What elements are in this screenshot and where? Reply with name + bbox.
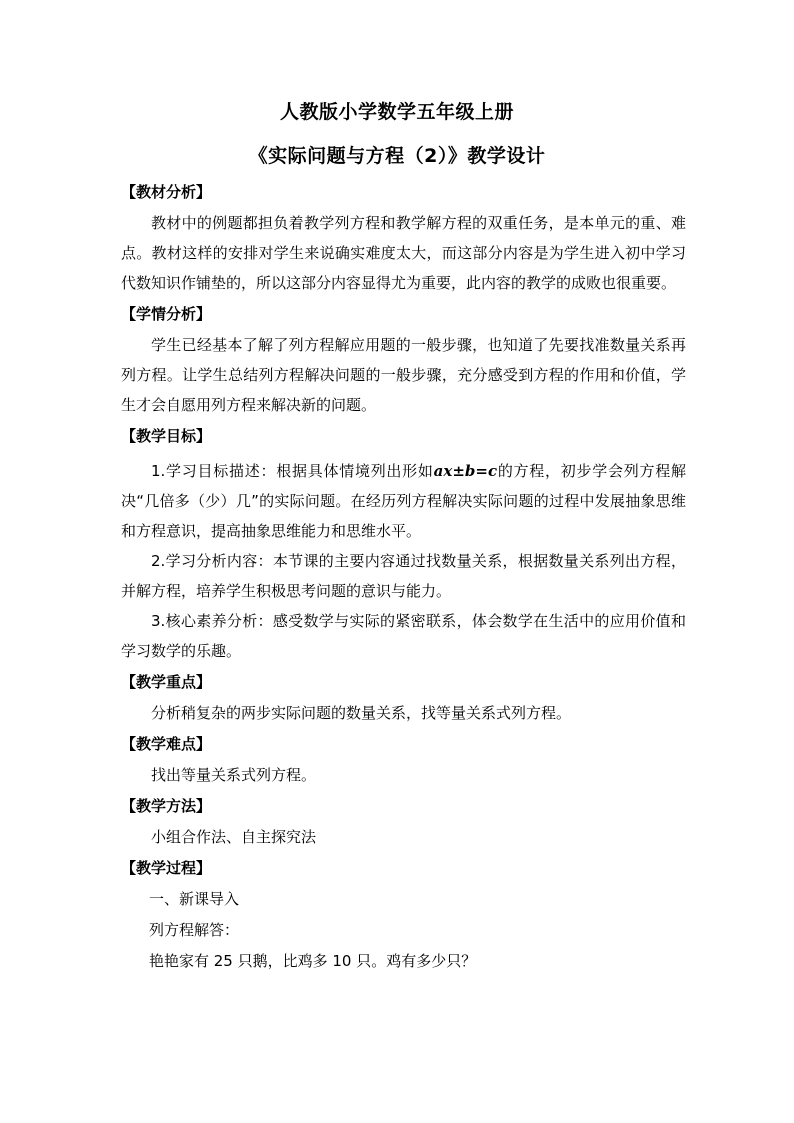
paragraph-key-points: 分析稍复杂的两步实际问题的数量关系，找等量关系式列方程。 xyxy=(151,704,572,722)
goal-item-1-after: 的方程，初步学会列方程解决“几倍多（少）几”的实际问题。在经历列方程解决实际问题的过程中发展抽象思维和方程意识，提高抽象思维能力和思维水平。 xyxy=(121,462,686,540)
heading-student-analysis: 【学情分析】 xyxy=(121,305,212,323)
goal-item-2: 2.学习分析内容：本节课的主要内容通过找数量关系，根据数量关系列出方程，并解方程，培养学生积极思考问题的意识与能力。 xyxy=(121,552,686,600)
paragraph-student-analysis: 学生已经基本了解了列方程解应用题的一般步骤，也知道了先要找准数量关系再列方程。让学生总结列方程解决问题的一般步骤，充分感受到方程的作用和价值，学生才会自愿用列方程来解决新的问题。 xyxy=(121,336,686,414)
heading-textbook-analysis: 【教材分析】 xyxy=(121,183,212,201)
paragraph-methods: 小组合作法、自主探究法 xyxy=(151,828,317,846)
process-line-3: 艳艳家有 25 只鹅，比鸡多 10 只。鸡有多少只？ xyxy=(149,952,477,970)
paragraph-textbook-analysis: 教材中的例题都担负着教学列方程和教学解方程的双重任务，是本单元的重、难点。教材这样的安排对学生来说确实难度太大，而这部分内容是为学生进入初中学习代数知识作铺垫的，所以这部分内容显得尤为重要，此内容的教学的成败也很重要。 xyxy=(121,214,686,292)
goal-item-3: 3.核心素养分析：感受数学与实际的紧密联系，体会数学在生活中的应用价值和学习数学的乐趣。 xyxy=(121,612,686,660)
process-line-1: 一、新课导入 xyxy=(149,890,240,908)
document-title-line2: 《实际问题与方程（2）》教学设计 xyxy=(248,145,546,167)
heading-difficulties: 【教学难点】 xyxy=(121,735,212,753)
heading-teaching-process: 【教学过程】 xyxy=(121,859,212,877)
heading-key-points: 【教学重点】 xyxy=(121,673,212,691)
heading-methods: 【教学方法】 xyxy=(121,797,212,815)
goal-item-1 xyxy=(121,456,686,546)
document-title-line1: 人教版小学数学五年级上册 xyxy=(279,101,514,123)
heading-teaching-goals: 【教学目标】 xyxy=(121,427,212,445)
document-body xyxy=(121,178,686,977)
paragraph-difficulties: 找出等量关系式列方程。 xyxy=(151,766,317,784)
goal-item-1-before: 1.学习目标描述：根据具体情境列出形如 xyxy=(151,462,434,480)
process-line-2: 列方程解答： xyxy=(149,921,240,939)
goal-item-1-formula: ax±b=c xyxy=(433,462,498,480)
